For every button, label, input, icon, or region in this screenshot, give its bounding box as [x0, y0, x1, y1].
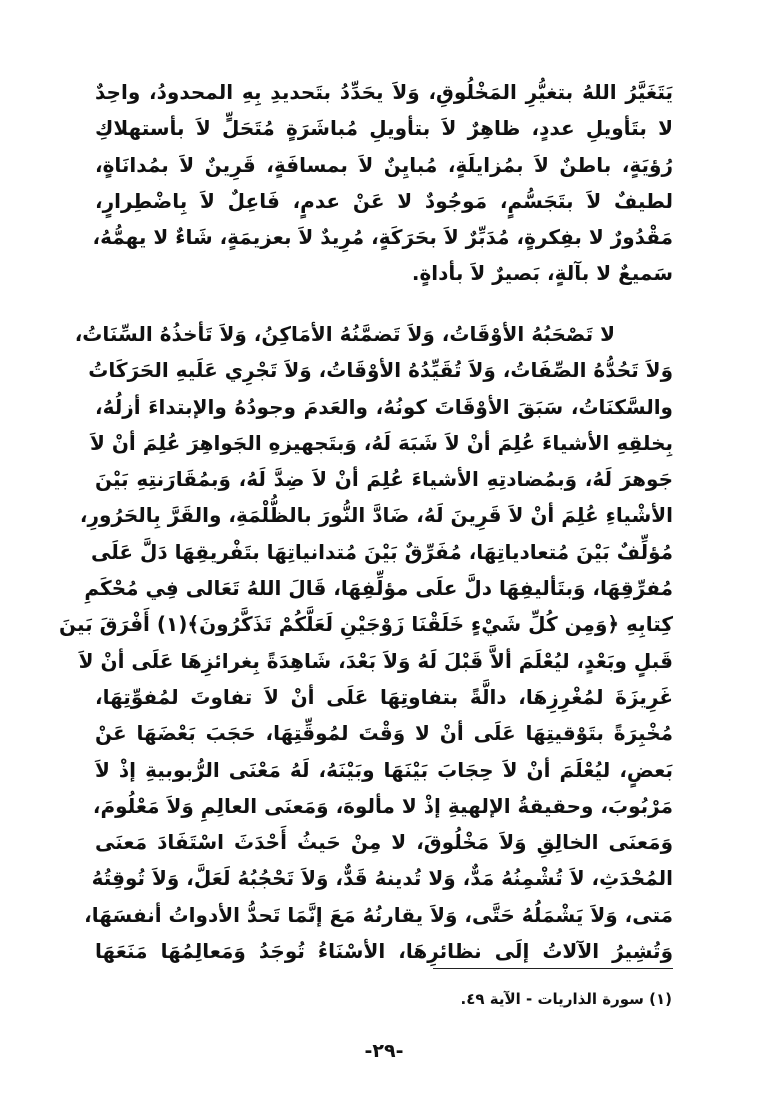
text-line: يَتَغَيَّرُ اللهُ بتغيُّرِ المَخْلُوقِ، وَلاَ يحَدِّدُ بتَحديدِ بِهِ المحدودُ، واحِدٌ: [95, 80, 673, 104]
paragraph-1: [92, 74, 673, 292]
text-line: وَتُشِيرُ الآلاتُ إلَى نظائرِهَا، الأسْنَاءُ تُوجَدُ وَمَعالِمُهَا مَنَعَهَا: [95, 939, 673, 964]
text-line: قَبلٍ وبَعْدٍ، ليُعْلَمَ ألاَّ قَبْلَ لَهُ وَلاَ بَعْدَ، شَاهِدَةً بِغرائزِهَا عَلَى أنْ لاَ: [78, 648, 673, 673]
text-line: جَوهرَ لَهُ، وَبمُضادتِهِ الأشياءَ عُلِمَ أنْ لاَ ضِدَّ لَهُ، وَبمُقَارَنتِهِ بَيْنَ: [95, 467, 673, 492]
footnote: (١) سورة الذاريات - الآية ٤٩.: [460, 990, 672, 1008]
text-line: لطيفٌ لاَ بتَجَسُّمٍ، مَوجُودٌ لا عَنْ عدمٍ، فَاعِلٌ لاَ بِاضْطِرارٍ،: [95, 188, 673, 213]
text-line: لا تَصْحَبُهُ الأوْقَاتُ، وَلاَ تَضمَّنُهُ الأمَاكِنُ، وَلاَ تَأخذُهُ السِّنَاتُ،: [74, 322, 615, 346]
text-line: مُفرِّقِهَا، وَبتَأليفِهَا دلَّ علَى مؤلِّفِهَا، قَالَ اللهُ تَعَالى فِي مُحْكَمِ: [84, 576, 673, 601]
text-line: وَلاَ تَحُدُّهُ الصِّفَاتُ، وَلاَ تُقَيِّدُهُ الأوْقَاتُ، وَلاَ تَجْرِي عَلَيهِ الحَرَكَاتُ: [88, 358, 673, 383]
paragraph-2: [59, 316, 673, 969]
text-line: لا بتَأويلِ عددٍ، ظاهِرٌ لاَ بتأويلِ مُباشَرَةٍ مُتَحَلٍّ لاَ بأستهلاكِ: [95, 116, 673, 141]
text-line: كِتابِهِ ﴿وَمِن كُلِّ شَيْءٍ خَلَقْنَا زَوْجَيْنِ لَعَلَّكُمْ تَذَكَّرُونَ﴾(١) أَفْرَقَ بَينَ: [59, 612, 673, 637]
text-line: والسَّكنَاتُ، سَبَقَ الأوْقَاتَ كونُهُ، والعَدمَ وجودُهُ والإبتداءَ أزلُهُ،: [95, 394, 673, 419]
text-line: مَقْدُورٌ لا بفِكرةٍ، مُدَبِّرٌ لاَ بحَرَكَةٍ، مُرِيدٌ لاَ بعزيمَةٍ، شَاءٌ لا يهمُّهُ،: [92, 225, 673, 250]
text-line: مُخْبِرَةً بتَوْقيتِهَا عَلَى أنْ لا وَقْتَ لمُوقِّتِهَا، حَجَبَ بَعْضَهَا عَنْ: [95, 721, 673, 746]
text-line: سَميعٌ لا بآلةٍ، بَصيرٌ لاَ بأداةٍ.: [411, 261, 673, 286]
text-line: بِخلقِهِ الأشياءَ عُلِمَ أنْ لاَ شَبَهَ لَهُ، وَبتَجهيزهِ الجَواهِرَ عُلِمَ أنْ لاَ: [90, 430, 673, 455]
text-line: مَرْبُوبَ، وحقيقةُ الإلهيةِ إذْ لا مألوهَ، وَمَعنَى العالِمِ وَلاَ مَعْلُومَ،: [92, 793, 673, 818]
text-line: مُؤلِّفٌ بَيْنَ مُتعادياتِهَا، مُفَرِّقٌ بَيْنَ مُتدانياتِهَا بتَفْريقِهَا دَلَّ عَلَى: [90, 539, 673, 564]
text-line: غَرِيزَةَ لمُغْرِزِهَا، دالَّةً بتفاوتِهَا عَلَى أنْ لاَ تفاوتَ لمُفوِّتِهَا،: [95, 684, 673, 709]
text-line: مَتى، وَلاَ يَشْمَلُهُ حَتَّى، وَلاَ يقارنُهُ مَعَ إنَّمَا تَحدُّ الأدواتُ أنفسَهَا،: [84, 902, 673, 927]
text-line: المُحْدَثِ، لاَ تُشْمِنُهُ مَدٌّ، وَلا تُدينهُ قَدٌّ، وَلاَ تَحْجُبُهُ لَعَلَّ، وَلاَ تُوقِتُهُ: [91, 866, 673, 891]
page-number: -٢٩-: [364, 1040, 404, 1062]
footnote-separator: [433, 968, 673, 969]
text-line: وَمَعنَى الخالِقِ وَلاَ مَخْلُوقَ، لا مِنْ حَيثُ أَحْدَثَ اسْتَفَادَ مَعنَى: [95, 830, 673, 855]
text-line: رُؤيَةٍ، باطنٌ لاَ بمُزايلَةٍ، مُبايِنٌ لاَ بمسافَةٍ، قَرِينٌ لاَ بمُدانَاةٍ،: [95, 152, 673, 177]
text-line: الأشْياءِ عُلِمَ أنْ لاَ قَرِينَ لَهُ، ضَادَّ النُّورَ بالظُّلْمَةِ، والقَرَّ بِالحَرُورِ،: [79, 503, 673, 528]
text-line: بَعضٍ، ليُعْلَمَ أنْ لاَ حِجَابَ بَيْنَهَا وبَيْنَهُ، لَهُ مَعْنَى الرُّبوبيةِ إذْ لاَ: [95, 757, 673, 782]
